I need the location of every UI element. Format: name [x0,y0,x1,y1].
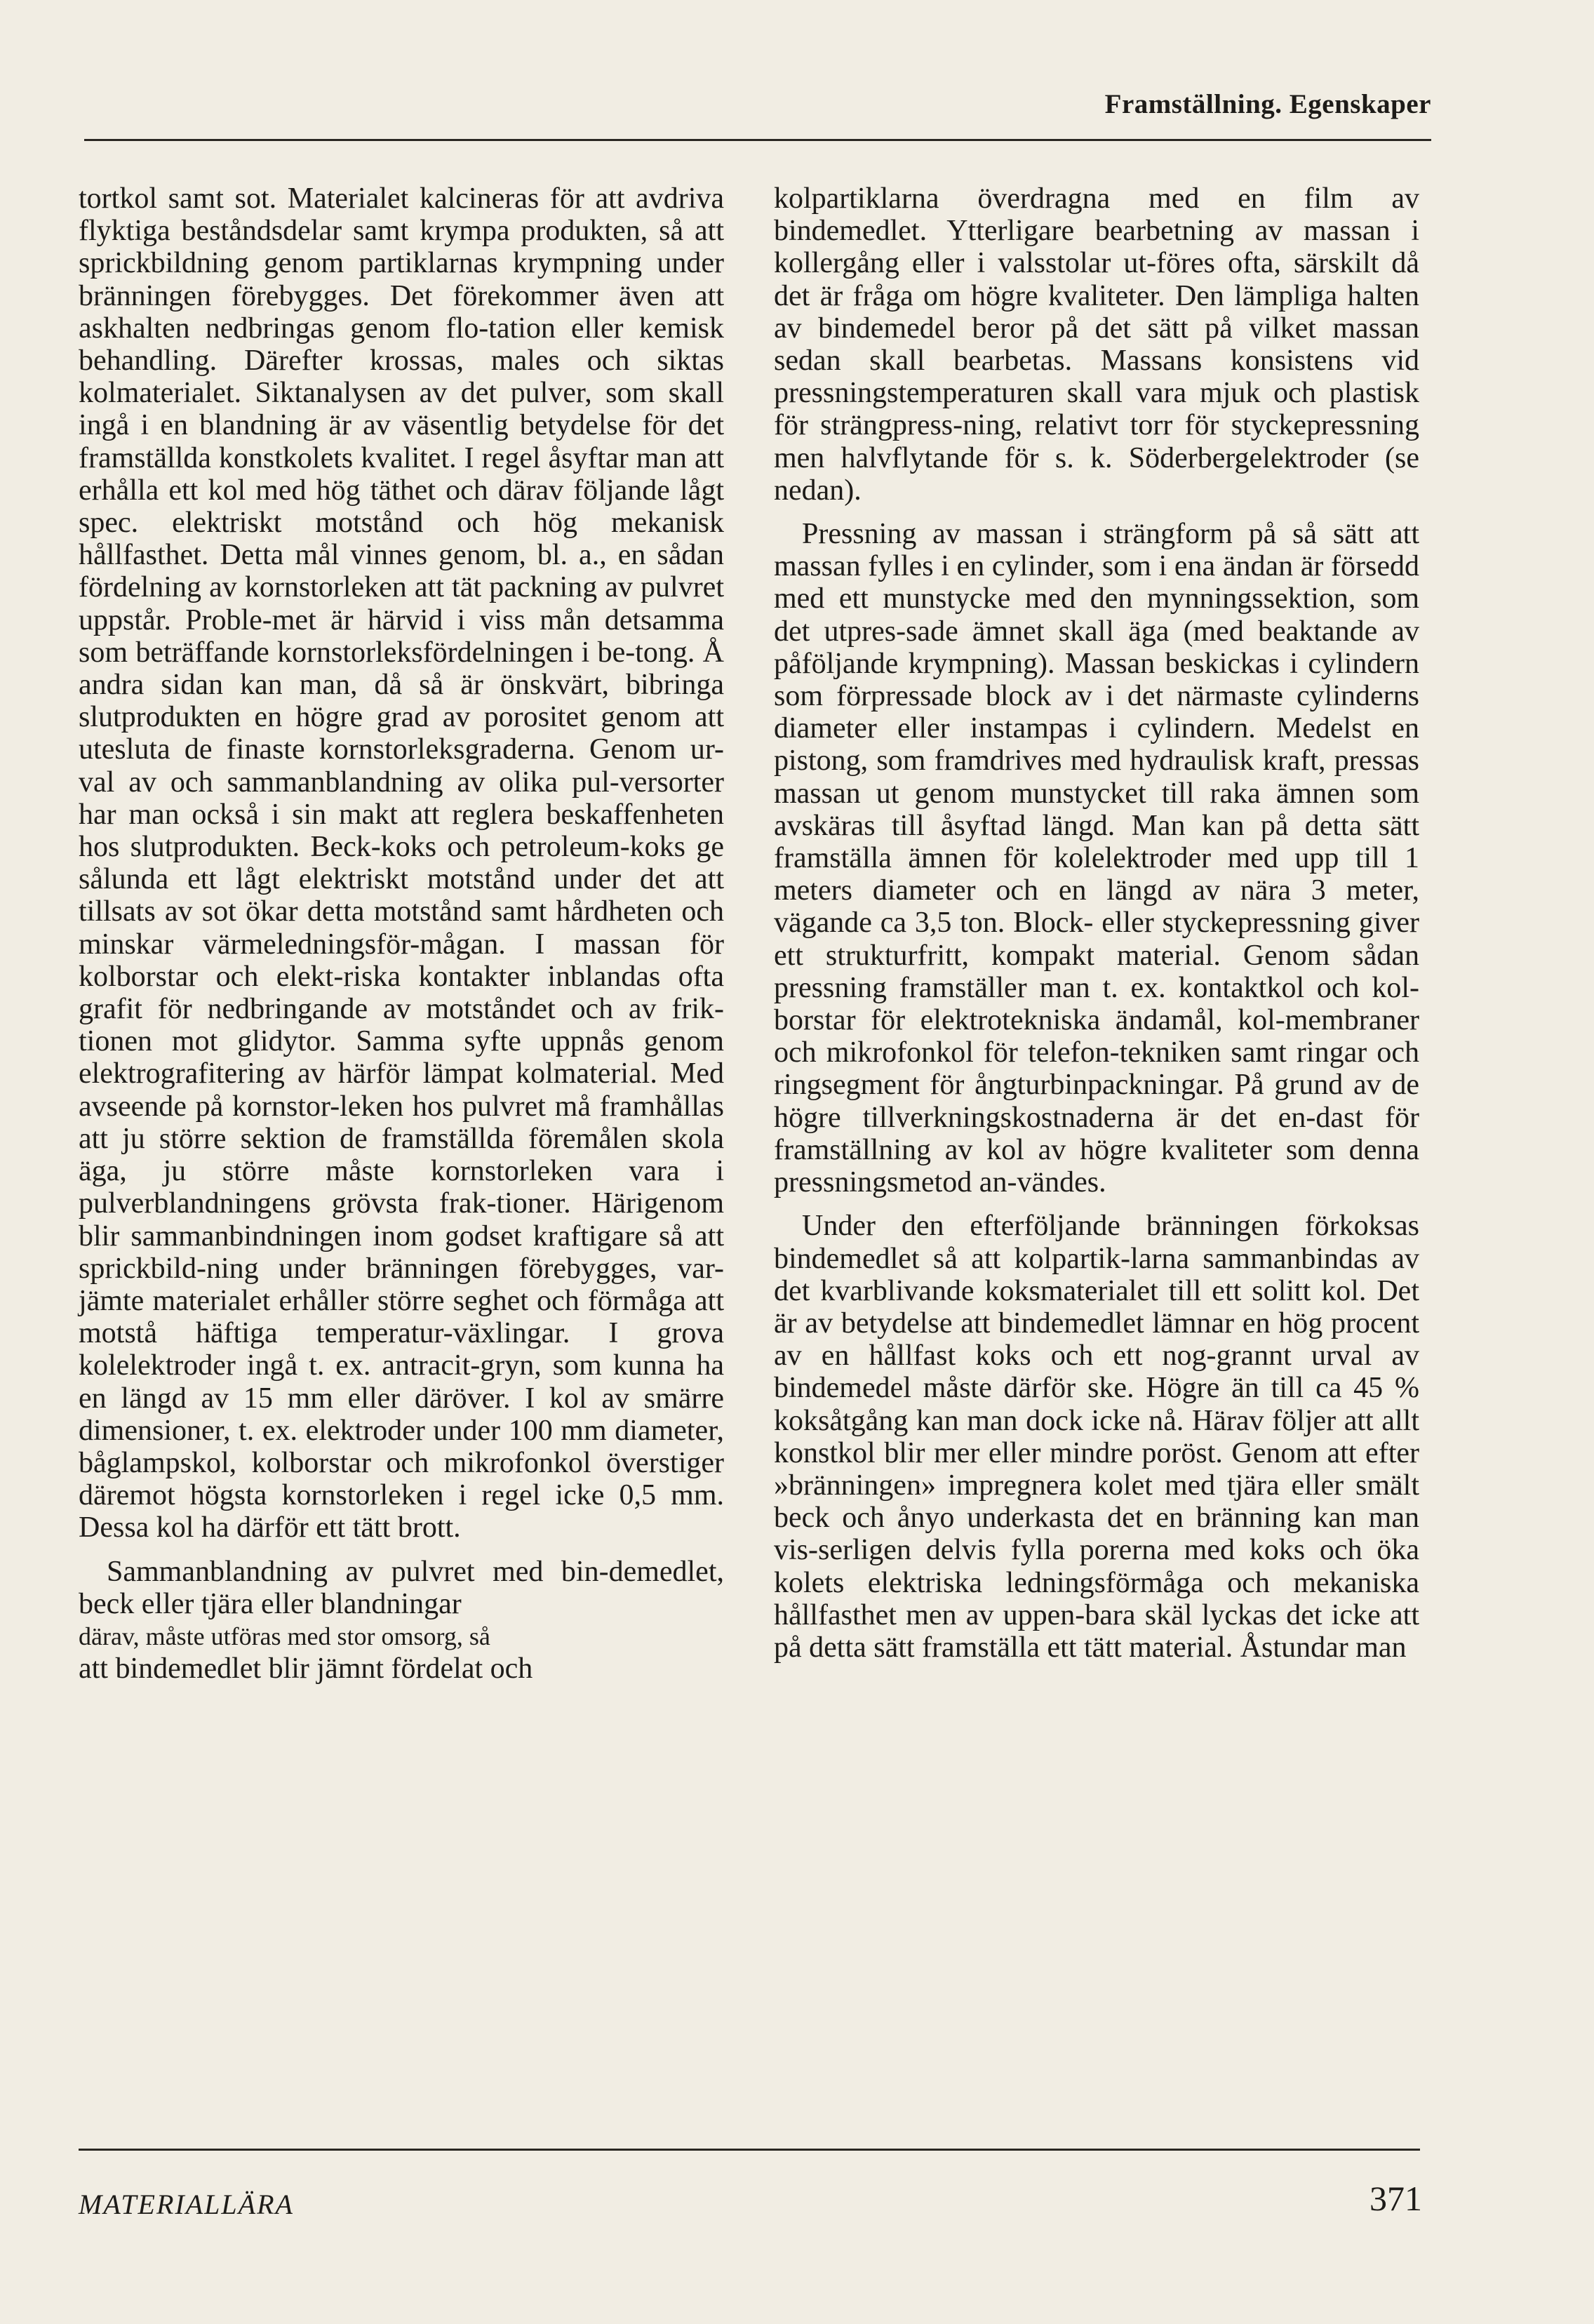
header-rule [84,139,1431,141]
book-title: MATERIALLÄRA [79,2189,294,2220]
paragraph-line: därav, måste utföras med stor omsorg, så [79,1622,490,1650]
right-column [774,182,1419,1664]
paragraph: kolpartiklarna överdragna med en film av bindemedlet. Ytterligare bearbetning av massan i kollergång eller i valsstolar ut-föres ofta, särskilt då det är fråga om högre kvaliteter. Den lämpliga halten av bindemedel beror på det sätt på vilket massan sedan skall bearbetas. Massans konsistens vid pressningstemperaturen skall vara mjuk och plastisk för strängpress-ning, relativt torr för styckepressning men halvflytande för s. k. Söderbergelektroder (se nedan). [774,182,1419,507]
running-head: Framställning. Egenskaper [1104,89,1431,119]
page-number: 371 [1369,2179,1422,2218]
paragraph-line: att bindemedlet blir jämnt fördelat och [79,1652,533,1685]
paragraph: Pressning av massan i strängform på så sätt att massan fylles i en cylinder, som i ena ändan är försedd med ett munstycke med den mynningssektion, som det utpres-sade ämnet skall äga (med beaktande av påföljande krympning). Massan beskickas i cylindern som förpressade block av i det närmaste cylinderns diameter eller instampas i cylindern. Medelst en pistong, som framdrives med hydraulisk kraft, pressas massan ut genom munstycket till raka ämnen som avskäras till åsyftad längd. Man kan på detta sätt framställa ämnen för kolelektroder med upp till 1 meters diameter och en längd av nära 3 meter, vägande ca 3,5 ton. Block- eller styckepressning giver ett strukturfritt, kompakt material. Genom sådan pressning framställer man t. ex. kontaktkol och kol-borstar för elektrotekniska ändamål, kol-membraner och mikrofonkol för telefon-tekniken samt ringar och ringsegment för ångturbinpackningar. På grund av de högre tillverkningskostnaderna är det en-dast för framställning av kol av högre kvaliteter som denna pressningsmetod an-vändes. [774,518,1419,1199]
paragraph: tortkol samt sot. Materialet kalcineras för att avdriva flyktiga beståndsdelar samt krympa produkten, så att sprickbildning genom partiklarnas krympning under bränningen förebygges. Det förekommer även att askhalten nedbringas genom flo-tation eller kemisk behandling. Därefter krossas, males och siktas kolmaterialet. Siktanalysen av det pulver, som skall ingå i en blandning är av väsentlig betydelse för det framställda konstkolets kvalitet. I regel åsyftar man att erhålla ett kol med hög täthet och därav följande lågt spec. elektriskt motstånd och hög mekanisk hållfasthet. Detta mål vinnes genom, bl. a., en sådan fördelning av kornstorleken att tät packning av pulvret uppstår. Proble-met är härvid i viss mån detsamma som beträffande kornstorleksfördelningen i be-tong. Å andra sidan kan man, då så är önskvärt, bibringa slutprodukten en högre grad av porositet genom att utesluta de finaste kornstorleksgraderna. Genom ur-val av och sammanblandning av olika pul-versorter har man också i sin makt att reglera beskaffenheten hos slutprodukten. Beck-koks och petroleum-koks ge sålunda ett lågt elektriskt motstånd under det att tillsats av sot ökar detta motstånd samt hårdheten och minskar värmeledningsför-mågan. I massan för kolborstar och elekt-riska kontakter inblandas ofta grafit för nedbringande av motståndet och av frik-tionen mot glidytor. Samma syfte uppnås genom elektrografitering av härför lämpat kolmaterial. Med avseende på kornstor-leken hos pulvret må framhållas att ju större sektion de framställda föremålen skola äga, ju större måste kornstorleken vara i pulverblandningens grövsta frak-tioner. Härigenom blir sammanbindningen inom godset kraftigare så att sprickbild-ning under bränningen förebygges, var-jämte materialet erhåller större seghet och förmåga att motstå häftiga temperatur-växlingar. I grova kolelektroder ingå t. ex. antracit-gryn, som kunna ha en längd av 15 mm eller däröver. I kol av smärre dimensioner, t. ex. elektroder under 100 mm diameter, båglampskol, kolborstar och mikrofonkol överstiger däremot högsta kornstorleken i regel icke 0,5 mm. Dessa kol ha därför ett tätt brott. [79,182,724,1544]
left-column [79,182,724,1685]
paragraph: Sammanblandning av pulvret med bin-demedlet, beck eller tjära eller blandningar [79,1555,724,1620]
footer-rule [79,2149,1420,2151]
paragraph: Under den efterföljande bränningen förkoksas bindemedlet så att kolpartik-larna sammanbindas av det kvarblivande koksmaterialet till ett solitt kol. Det är av betydelse att bindemedlet lämnar en hög procent av en hållfast koks och ett nog-grannt urval av bindemedel måste därför ske. Högre än till ca 45 % koksåtgång kan man dock icke nå. Härav följer att allt konstkol blir mer eller mindre poröst. Genom att efter »bränningen» impregnera kolet med tjära eller smält beck och ånyo underkasta det en bränning kan man vis-serligen delvis fylla porerna med koks och öka kolets elektriska ledningsförmåga och mekaniska hållfasthet men av uppen-bara skäl lyckas det icke att på detta sätt framställa ett tätt material. Åstundar man [774,1210,1419,1664]
